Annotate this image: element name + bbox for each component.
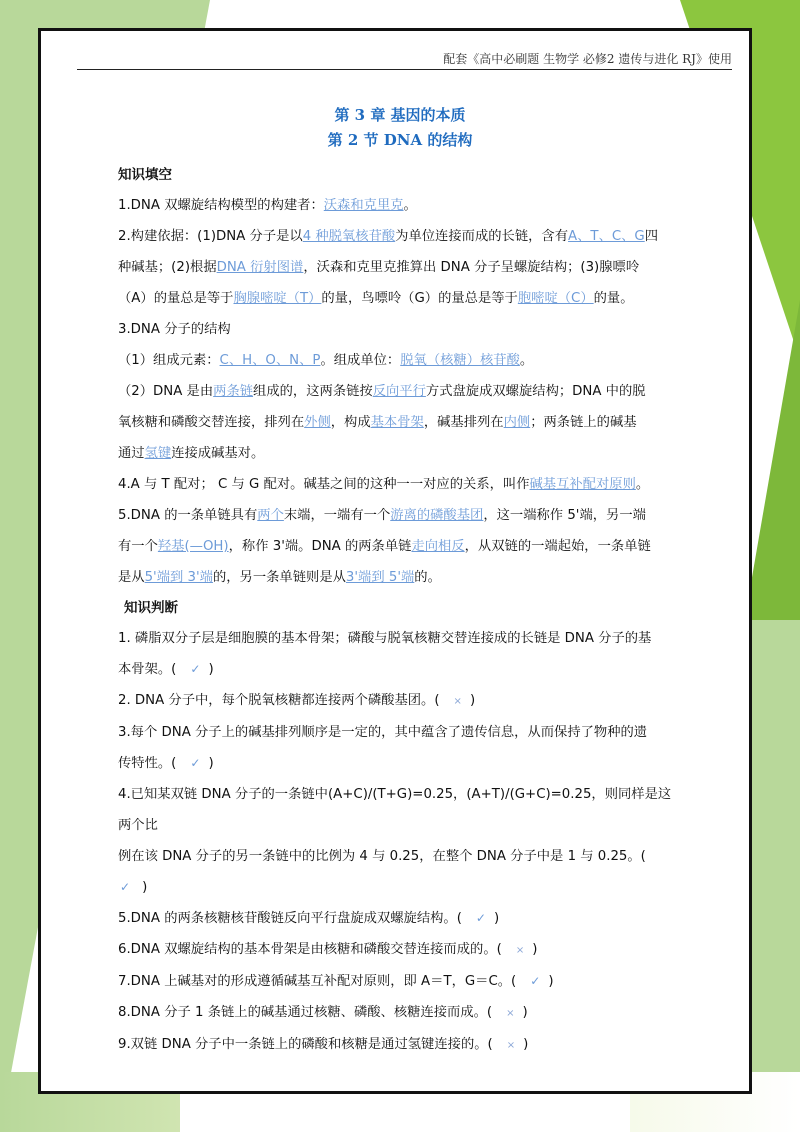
fill-q5-line1: 5.DNA 的一条单链具有两个末端，一端有一个游离的磷酸基团，这一端称作 5'端，另一端 xyxy=(118,508,646,523)
judge-j7: 7.DNA 上碱基对的形成遵循碱基互补配对原则，即 A＝T，G＝C。( ✓ ) xyxy=(118,966,684,997)
answer: 沃森和克里克 xyxy=(323,198,404,213)
fill-q3-2-line3: 通过氢键连接成碱基对。 xyxy=(118,446,265,461)
chapter-title: 第 3 章 基因的本质 xyxy=(334,106,466,124)
check-icon: ✓ xyxy=(190,756,201,770)
answer: 基本骨架 xyxy=(370,415,424,430)
answer: 两个 xyxy=(257,508,284,523)
page-header: 配套《高中必刷题 生物学 必修2 遗传与进化 RJ》使用 xyxy=(77,50,732,70)
judge-j4-line3: ✓ ) xyxy=(118,872,684,903)
answer: 走向相反 xyxy=(411,539,465,554)
section-title: 第 2 节 DNA 的结构 xyxy=(327,131,473,149)
judge-j8: 8.DNA 分子 1 条链上的碱基通过核糖、磷酸、核糖连接而成。( × ) xyxy=(118,997,684,1029)
check-icon: ✓ xyxy=(530,974,541,988)
answer: 胞嘧啶（C） xyxy=(517,291,594,306)
fill-q5-line2: 有一个羟基(—OH)，称作 3'端。DNA 的两条单链走向相反，从双链的一端起始，一条单链 xyxy=(118,539,651,554)
judge-j9: 9.双链 DNA 分子中一条链上的磷酸和核糖是通过氢键连接的。( × ) xyxy=(118,1029,684,1061)
answer: 反向平行 xyxy=(372,384,426,399)
fill-q2-line2: 种碱基；(2)根据DNA 衍射图谱，沃森和克里克推算出 DNA 分子呈螺旋结构；(3)腺嘌呤 xyxy=(118,260,640,275)
judge-j5: 5.DNA 的两条核糖核苷酸链反向平行盘旋成双螺旋结构。( ✓ ) xyxy=(118,903,684,934)
answer: 羟基(—OH) xyxy=(157,539,229,554)
judge-j3-line1: 3.每个 DNA 分子上的碱基排列顺序是一定的，其中蕴含了遗传信息，从而保持了物种的遗 xyxy=(118,725,648,740)
fill-q3-title: 3.DNA 分子的结构 xyxy=(118,322,231,337)
fill-q3-1: （1）组成元素：C、H、O、N、P。组成单位：脱氧（核糖）核苷酸。 xyxy=(118,353,534,368)
answer: 游离的磷酸基团 xyxy=(390,508,484,523)
cross-icon: × xyxy=(453,696,462,707)
fill-q2-line3: （A）的量总是等于胸腺嘧啶（T）的量，鸟嘌呤（G）的量总是等于胞嘧啶（C）的量。 xyxy=(118,291,634,306)
judge-j6: 6.DNA 双螺旋结构的基本骨架是由核糖和磷酸交替连接而成的。( × ) xyxy=(118,934,684,966)
judge-heading: 知识判断 xyxy=(124,600,178,616)
answer: DNA 衍射图谱 xyxy=(216,260,304,275)
judge-j1-line1: 1. 磷脂双分子层是细胞膜的基本骨架；磷酸与脱氧核糖交替连接成的长链是 DNA 分子的基 xyxy=(118,631,652,646)
fill-q5-line3: 是从5'端到 3'端的，另一条单链则是从3'端到 5'端的。 xyxy=(118,570,441,585)
fill-q3-2-line1: （2）DNA 是由两条链组成的，这两条链按反向平行方式盘旋成双螺旋结构；DNA 中的脱 xyxy=(118,384,646,399)
check-icon: ✓ xyxy=(475,911,486,925)
cross-icon: × xyxy=(515,945,525,956)
answer: 外侧 xyxy=(304,415,331,430)
judge-j4-line1: 4.已知某双链 DNA 分子的一条链中(A+C)/(T+G)=0.25，(A+T)/(G+C)=0.25，则同样是这两个比 xyxy=(118,787,672,833)
cross-icon: × xyxy=(506,1008,515,1019)
fill-q4: 4.A 与 T 配对； C 与 G 配对。碱基之间的这种一一对应的关系，叫作碱基互补配对原则。 xyxy=(118,477,650,492)
answer: 碱基互补配对原则 xyxy=(529,477,636,492)
fill-q1: 1.DNA 双螺旋结构模型的构建者：沃森和克里克。 xyxy=(118,198,417,213)
check-icon: ✓ xyxy=(120,880,131,894)
fill-q3-2-line2: 氧核糖和磷酸交替连接，排列在外侧，构成基本骨架，碱基排列在内侧；两条链上的碱基 xyxy=(118,415,637,430)
answer: 胸腺嘧啶（T） xyxy=(233,291,322,306)
cross-icon: × xyxy=(506,1040,516,1051)
answer: 内侧 xyxy=(503,415,531,430)
check-icon: ✓ xyxy=(190,662,201,676)
answer: 5'端到 3'端 xyxy=(144,570,213,585)
answer: 氢键 xyxy=(144,446,172,461)
worksheet-content xyxy=(118,160,684,1061)
judge-j4-line2: 例在该 DNA 分子的另一条链中的比例为 4 与 0.25，在整个 DNA 分子中是 1 与 0.25。( xyxy=(118,849,646,864)
answer: 两条链 xyxy=(213,384,254,399)
judge-j3-line2: 传特性。( ✓ ) xyxy=(118,748,684,779)
judge-j2: 2. DNA 分子中，每个脱氧核糖都连接两个磷酸基团。( × ) xyxy=(118,685,684,717)
answer: 4 种脱氧核苷酸 xyxy=(302,229,396,244)
judge-j1-line2: 本骨架。( ✓ ) xyxy=(118,654,684,685)
answer: 脱氧（核糖）核苷酸 xyxy=(400,353,520,368)
answer: 3'端到 5'端 xyxy=(345,570,415,585)
fill-q2-line1: 2.构建依据：(1)DNA 分子是以4 种脱氧核苷酸为单位连接而成的长链，含有A、T、C、G四 xyxy=(118,229,659,244)
fill-heading: 知识填空 xyxy=(118,167,172,183)
answer: C、H、O、N、P xyxy=(219,353,321,368)
answer: A、T、C、G xyxy=(568,229,645,244)
